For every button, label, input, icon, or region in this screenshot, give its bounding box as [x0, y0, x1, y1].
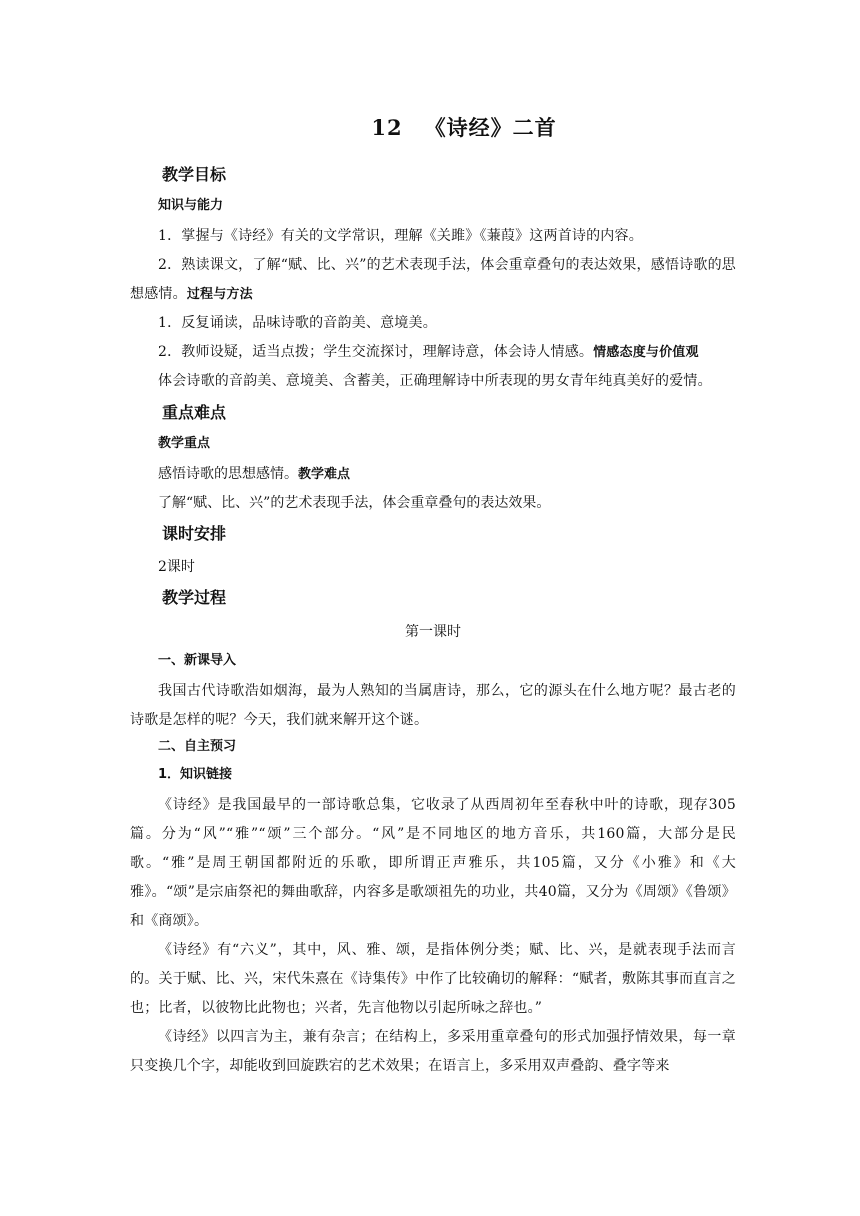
section-heading-schedule: 课时安排: [162, 524, 227, 543]
goal-knowledge-2: [130, 251, 736, 309]
lesson-title: 《诗经》二首: [424, 116, 557, 140]
goal-knowledge-2-text: 2．熟读课文，了解“赋、比、兴”的艺术表现手法，体会重章叠句的表达效果，感悟诗歌的思想感情。: [130, 257, 736, 302]
knowledge-paragraph-1: 《诗经》是我国最早的一部诗歌总集，它收录了从西周初年至春秋中叶的诗歌，现存305篇。分为“风”“雅”“颂”三个部分。“风”是不同地区的地方音乐，共160篇，大部分是民歌。“雅”是周王朝国都附近的乐歌，即所谓正声雅乐，共105篇，又分《小雅》和《大雅》。“颂”是宗庙祭祀的舞曲歌辞，内容多是歌颂祖先的功业，共40篇，又分为《周颂》《鲁颂》和《商颂》。: [130, 797, 736, 929]
section-heading-process: 教学过程: [162, 588, 227, 607]
focus-content: 感悟诗歌的思想感情。: [158, 466, 298, 482]
subheading-focus: 教学重点: [158, 436, 211, 451]
subheading-knowledge-link: 1．知识链接: [158, 767, 233, 782]
page-title: [192, 112, 736, 142]
goal-process-2: [130, 338, 736, 367]
lesson-number: 12: [371, 115, 403, 140]
section-heading-keypoints: 重点难点: [162, 403, 227, 422]
subheading-emotion: 情感态度与价值观: [593, 345, 699, 360]
step-heading-intro: 一、新课导入: [158, 653, 237, 668]
subheading-difficulty: 教学难点: [298, 467, 351, 482]
difficulty-text: 了解“赋、比、兴”的艺术表现手法，体会重章叠句的表达效果。: [158, 495, 551, 511]
subheading-process: 过程与方法: [186, 287, 253, 302]
goal-process-1: 1．反复诵读，品味诗歌的音韵美、意境美。: [158, 315, 437, 331]
step-heading-preview: 二、自主预习: [158, 739, 237, 754]
document-content: [130, 112, 736, 1081]
goal-process-2-text: 2．教师设疑，适当点拨；学生交流探讨，理解诗意，体会诗人情感。: [158, 344, 594, 360]
focus-text: [158, 460, 736, 489]
goal-knowledge-1: 1．掌握与《诗经》有关的文学常识，理解《关雎》《蒹葭》这两首诗的内容。: [158, 228, 643, 244]
section-heading-goals: 教学目标: [162, 165, 227, 184]
schedule-text: 2课时: [158, 559, 195, 575]
lesson-period-label: 第一课时: [405, 624, 461, 640]
intro-paragraph: 我国古代诗歌浩如烟海，最为人熟知的当属唐诗，那么，它的源头在什么地方呢？最古老的诗歌是怎样的呢？今天，我们就来解开这个谜。: [130, 683, 736, 728]
knowledge-paragraph-3: 《诗经》以四言为主，兼有杂言；在结构上，多采用重章叠句的形式加强抒情效果，每一章只变换几个字，却能收到回旋跌宕的艺术效果；在语言上，多采用双声叠韵、叠字等来: [130, 1029, 736, 1074]
knowledge-paragraph-2: 《诗经》有“六义”，其中，风、雅、颂，是指体例分类；赋、比、兴，是就表现手法而言的。关于赋、比、兴，宋代朱熹在《诗集传》中作了比较确切的解释：“赋者，敷陈其事而直言之也；比者，以彼物比此物也；兴者，先言他物以引起所咏之辞也。”: [130, 942, 736, 1016]
subheading-knowledge: 知识与能力: [158, 198, 224, 213]
goal-emotion-1: 体会诗歌的音韵美、意境美、含蓄美，正确理解诗中所表现的男女青年纯真美好的爱情。: [158, 373, 712, 389]
